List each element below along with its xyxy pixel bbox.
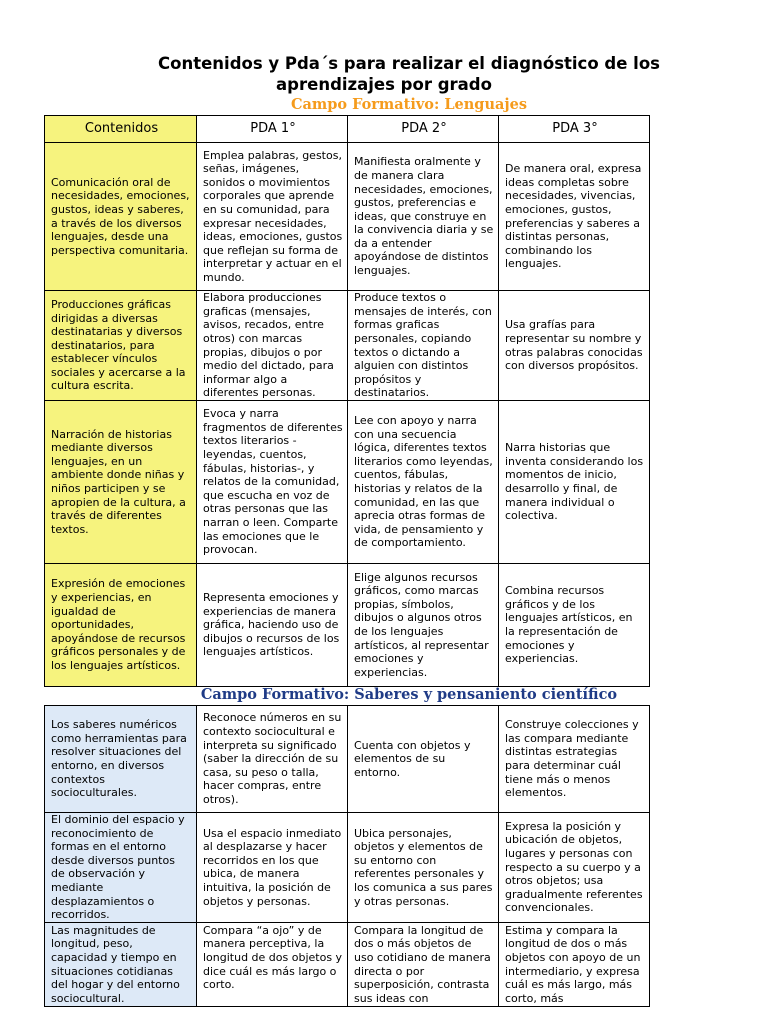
table-header-row bbox=[45, 116, 650, 143]
pda1-cell: Compara “a ojo” y de manera perceptiva, la longitud de dos objetos y dice cuál es más largo o corto. bbox=[197, 922, 348, 1006]
pda1-cell: Representa emociones y experiencias de manera gráfica, haciendo uso de dibujos o recursos de los lenguajes artísticos. bbox=[197, 564, 348, 687]
title-line-2: aprendizajes por grado bbox=[276, 75, 492, 94]
table-row bbox=[45, 706, 650, 813]
header-pda3: PDA 3° bbox=[499, 116, 650, 143]
pda1-cell: Reconoce números en su contexto sociocultural e interpreta su significado (saber la dirección de su casa, su peso o talla, hacer compras, entre otros). bbox=[197, 706, 348, 813]
contenido-cell: Expresión de emociones y experiencias, en igualdad de oportunidades, apoyándose de recursos gráficos personales y de los lenguajes artísticos. bbox=[45, 564, 197, 687]
contenido-cell: El dominio del espacio y reconocimiento de formas en el entorno desde diversos puntos de observación y mediante desplazamientos o recorridos. bbox=[45, 813, 197, 923]
section-heading-saberes: Campo Formativo: Saberes y pensaniento científico bbox=[200, 686, 618, 703]
pda2-cell: Lee con apoyo y narra con una secuencia lógica, diferentes textos literarios como leyendas, cuentos, fábulas, historias y relatos de la comunidad, en las que aprecia otras formas de vida, de pensamiento y de comportamiento. bbox=[348, 401, 499, 564]
pda1-cell: Emplea palabras, gestos, señas, imágenes, sonidos o movimientos corporales que aprende en su comunidad, para expresar necesidades, ideas, emociones, gustos que reflejan su forma de interpretar y actuar en el mundo. bbox=[197, 143, 348, 291]
table-row bbox=[45, 564, 650, 687]
pda2-cell: Ubica personajes, objetos y elementos de su entorno con referentes personales y los comunica a sus pares y otras personas. bbox=[348, 813, 499, 923]
pda2-cell: Manifiesta oralmente y de manera clara necesidades, emociones, gustos, preferencias e ideas, que construye en la convivencia diaria y se da a entender apoyándose de distintos lenguajes. bbox=[348, 143, 499, 291]
pda3-cell: Construye colecciones y las compara mediante distintas estrategias para determinar cuál tiene más o menos elementos. bbox=[499, 706, 650, 813]
contenido-cell: Los saberes numéricos como herramientas para resolver situaciones del entorno, en diversos contextos socioculturales. bbox=[45, 706, 197, 813]
table-row bbox=[45, 291, 650, 401]
pda2-cell: Compara la longitud de dos o más objetos de uso cotidiano de manera directa o por superposición, contrasta sus ideas con bbox=[348, 922, 499, 1006]
pda2-cell: Cuenta con objetos y elementos de su entorno. bbox=[348, 706, 499, 813]
pda3-cell: Estima y compara la longitud de dos o más objetos con apoyo de un intermediario, y expresa cuál es más largo, más corto, más bbox=[499, 922, 650, 1006]
pda3-cell: Combina recursos gráficos y de los lenguajes artísticos, en la representación de emociones y experiencias. bbox=[499, 564, 650, 687]
pda3-cell: Usa grafías para representar su nombre y otras palabras conocidas con diversos propósitos. bbox=[499, 291, 650, 401]
header-pda1: PDA 1° bbox=[197, 116, 348, 143]
pda2-cell: Elige algunos recursos gráficos, como marcas propias, símbolos, dibujos o algunos otros de los lenguajes artísticos, al representar emociones y experiencias. bbox=[348, 564, 499, 687]
contenido-cell: Narración de historias mediante diversos lenguajes, en un ambiente donde niñas y niños participen y se apropien de la cultura, a través de diferentes textos. bbox=[45, 401, 197, 564]
document-title bbox=[0, 53, 768, 95]
pda3-cell: Expresa la posición y ubicación de objetos, lugares y personas con respecto a su cuerpo y a otros objetos; usa gradualmente referentes convencionales. bbox=[499, 813, 650, 923]
table-row bbox=[45, 401, 650, 564]
contenido-cell: Las magnitudes de longitud, peso, capacidad y tiempo en situaciones cotidianas del hogar y del entorno sociocultural. bbox=[45, 922, 197, 1006]
section-heading-lenguajes: Campo Formativo: Lenguajes bbox=[290, 96, 528, 113]
header-pda2: PDA 2° bbox=[348, 116, 499, 143]
pda1-cell: Evoca y narra fragmentos de diferentes textos literarios -leyendas, cuentos, fábulas, historias-, y relatos de la comunidad, que escucha en voz de otras personas que las narran o leen. Comparte las emociones que le provocan. bbox=[197, 401, 348, 564]
contenido-cell: Producciones gráficas dirigidas a diversas destinatarias y diversos destinatarios, para establecer vínculos sociales y acercarse a la cultura escrita. bbox=[45, 291, 197, 401]
table-row bbox=[45, 143, 650, 291]
pda1-cell: Elabora producciones graficas (mensajes, avisos, recados, entre otros) con marcas propias, dibujos o por medio del dictado, para informar algo a diferentes personas. bbox=[197, 291, 348, 401]
title-line-1: Contenidos y Pda´s para realizar el diagnóstico de los bbox=[158, 54, 660, 73]
saberes-table bbox=[44, 705, 650, 1007]
lenguajes-table bbox=[44, 115, 650, 687]
pda3-cell: De manera oral, expresa ideas completas sobre necesidades, vivencias, emociones, gustos, preferencias y saberes a distintas personas, combinando los lenguajes. bbox=[499, 143, 650, 291]
pda2-cell: Produce textos o mensajes de interés, con formas graficas personales, copiando textos o dictando a alguien con distintos propósitos y destinatarios. bbox=[348, 291, 499, 401]
table-row bbox=[45, 813, 650, 923]
pda1-cell: Usa el espacio inmediato al desplazarse y hacer recorridos en los que ubica, de manera intuitiva, la posición de objetos y personas. bbox=[197, 813, 348, 923]
contenido-cell: Comunicación oral de necesidades, emociones, gustos, ideas y saberes, a través de los diversos lenguajes, desde una perspectiva comunitaria. bbox=[45, 143, 197, 291]
pda3-cell: Narra historias que inventa considerando los momentos de inicio, desarrollo y final, de manera individual o colectiva. bbox=[499, 401, 650, 564]
header-contenidos: Contenidos bbox=[45, 116, 197, 143]
table-row bbox=[45, 922, 650, 1006]
